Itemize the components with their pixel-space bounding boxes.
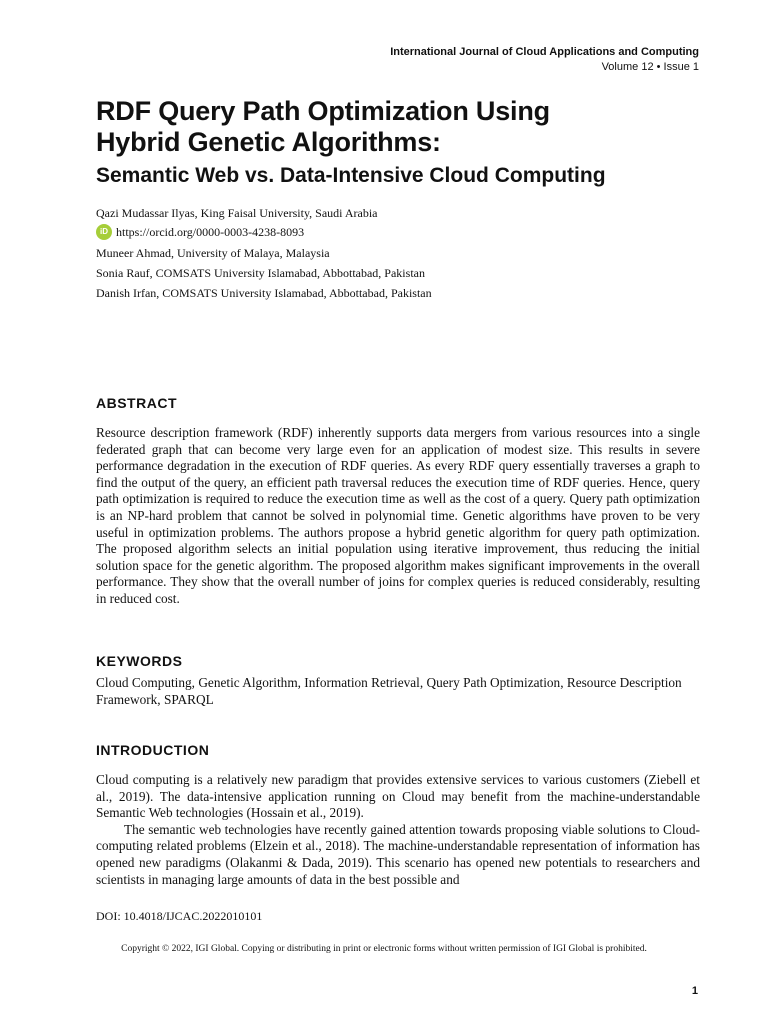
intro-paragraph-2: The semantic web technologies have recently gained attention towards proposing viable solutions to Cloud-computing related problems (Elzein et al., 2018). The machine-understandable representation of information has opened new paradigms (Olakanmi & Dada, 2019). This scenario has opened new potentials to researchers and scientists in managing large amounts of data in the best possible and [96, 821, 700, 887]
author-list [96, 206, 656, 300]
article-title-block [96, 96, 706, 189]
keywords-heading: KEYWORDS [96, 653, 183, 669]
abstract-heading: ABSTRACT [96, 395, 177, 411]
doi-label: DOI: 10.4018/IJCAC.2022010101 [96, 909, 263, 923]
orcid-row[interactable] [96, 224, 656, 240]
author-1: Qazi Mudassar Ilyas, King Faisal University, Saudi Arabia [96, 206, 378, 220]
journal-name: International Journal of Cloud Applications and Computing [390, 46, 699, 58]
keywords-body [96, 675, 700, 708]
article-title-line-1: RDF Query Path Optimization Using [96, 96, 550, 126]
orcid-link[interactable]: https://orcid.org/0000-0003-4238-8093 [116, 225, 305, 239]
introduction-body [96, 772, 700, 888]
keywords-text: Cloud Computing, Genetic Algorithm, Information Retrieval, Query Path Optimization, Resource Description Framework, SPARQL [96, 675, 682, 707]
journal-volume: Volume 12 • Issue 1 [601, 61, 699, 73]
author-4: Danish Irfan, COMSATS University Islamabad, Abbottabad, Pakistan [96, 286, 432, 300]
author-2: Muneer Ahmad, University of Malaya, Malaysia [96, 246, 330, 260]
copyright-notice: Copyright © 2022, IGI Global. Copying or distributing in print or electronic forms without written permission of IGI Global is prohibited. [121, 944, 647, 954]
abstract-body [96, 425, 700, 608]
intro-paragraph-1: Cloud computing is a relatively new paradigm that provides extensive services to various customers (Ziebell et al., 2019). The data-intensive application running on Cloud may benefit from the machine-understandable Semantic Web technologies (Hossain et al., 2019). [96, 772, 700, 821]
article-subtitle: Semantic Web vs. Data-Intensive Cloud Computing [96, 164, 606, 187]
article-title-line-2: Hybrid Genetic Algorithms: [96, 127, 441, 157]
abstract-text: Resource description framework (RDF) inherently supports data mergers from various resources into a single federated graph that can become very large even for an application of modest size. This results in severe performance degradation in the execution of RDF queries. As every RDF query essentially traverses a graph to find the output of the query, an efficient path traversal reduces the execution time of RDF queries. Hence, query path optimization is required to reduce the execution time as well as the cost of a query. Query path optimization is an NP-hard problem that cannot be solved in polynomial time. Genetic algorithms have proven to be very useful in optimization problems. The authors propose a hybrid genetic algorithm for query path optimization. The proposed algorithm selects an initial population using iterative improvement, thus reducing the initial solution space for the genetic algorithm. The proposed algorithm makes significant improvements in the overall performance. They show that the overall number of joins for complex queries is reduced considerably, resulting in reduced cost. [96, 425, 700, 606]
page-number: 1 [691, 985, 698, 997]
introduction-heading: INTRODUCTION [96, 742, 210, 758]
journal-header [390, 45, 699, 75]
author-3: Sonia Rauf, COMSATS University Islamabad, Abbottabad, Pakistan [96, 266, 425, 280]
orcid-icon: iD [96, 224, 112, 240]
